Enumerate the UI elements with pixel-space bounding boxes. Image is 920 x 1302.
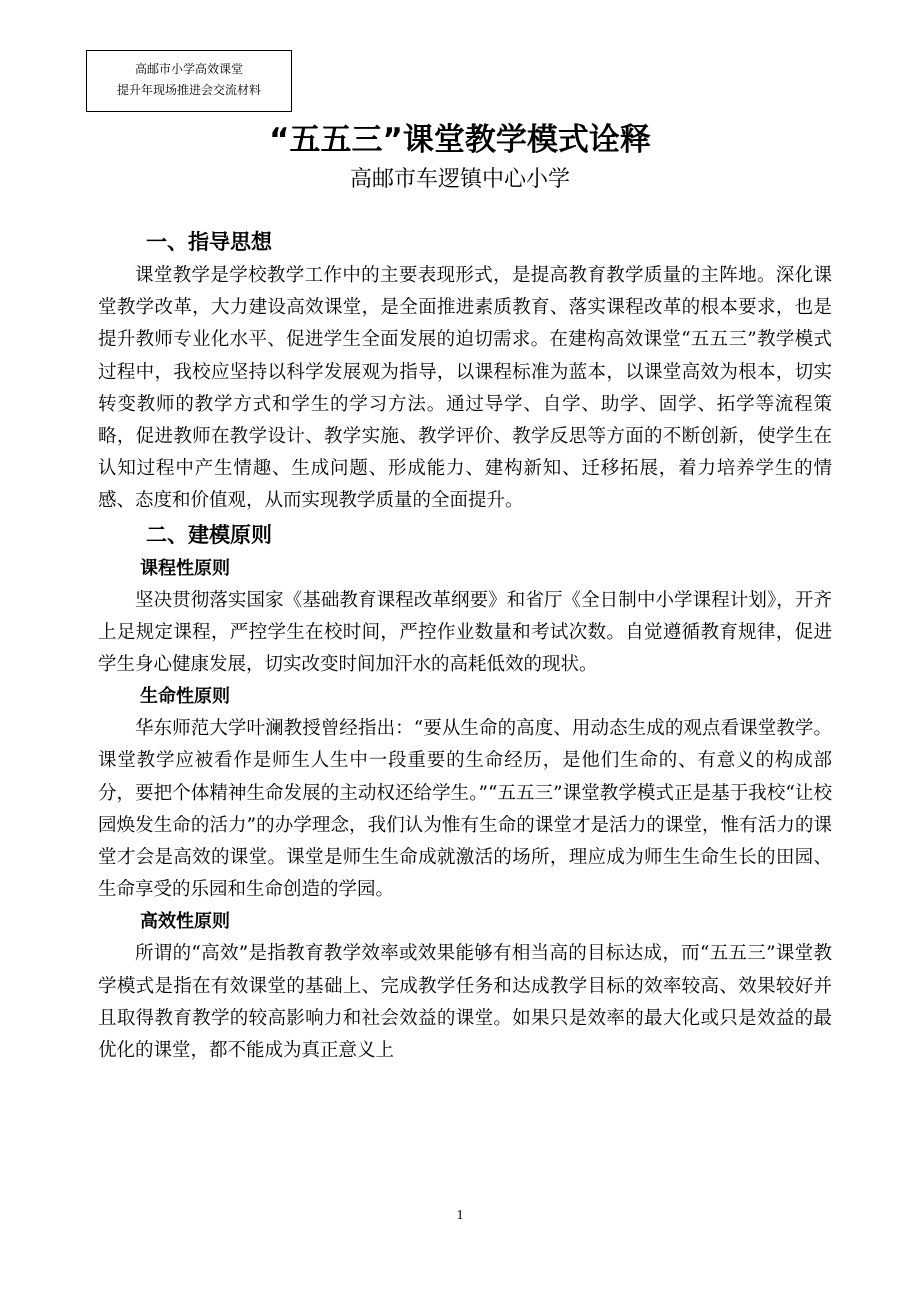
paragraph-life-principle: 华东师范大学叶澜教授曾经指出：“要从生命的高度、用动态生成的观点看课堂教学。课堂教学应被看作是师生人生中一段重要的生命经历，是他们生命的、有意义的构成部分，要把个体精神生命发展的主动权还给学生。”“五五三”课堂教学模式正是基于我校“让校园焕发生命的活力”的办学理念，我们认为惟有生命的课堂才是活力的课堂，惟有活力的课堂才会是高效的课堂。课堂是师生生命成就激活的场所，理应成为师生生命生长的田园、生命享受的乐园和生命创造的学园。 xyxy=(98,718,832,901)
paragraph-efficiency-principle: 所谓的“高效”是指教育教学效率或效果能够有相当高的目标达成，而“五五三”课堂教学模式是指在有效课堂的基础上、完成教学任务和达成教学目标的效率较高、效果较好并且取得教育教学的较高影响力和社会效益的课堂。如果只是效率的最大化或只是效益的最优化的课堂，都不能成为真正意义上 xyxy=(98,943,832,1062)
paragraph-guiding-ideology: 课堂教学是学校教学工作中的主要表现形式，是提高教育教学质量的主阵地。深化课堂教学改革，大力建设高效课堂，是全面推进素质教育、落实课程改革的根本要求，也是提升教师专业化水平、促进学生全面发展的迫切需求。在建构高效课堂“五五三”教学模式过程中，我校应坚持以科学发展观为指导，以课程标准为蓝本，以课堂高效为根本，切实转变教师的教学方式和学生的学习方法。通过导学、自学、助学、固学、拓学等流程策略，促进教师在教学设计、教学实施、教学评价、教学反思等方面的不断创新，使学生在认知过程中产生情趣、生成问题、形成能力、建构新知、迁移拓展，着力培养学生的情感、态度和价值观，从而实现教学质量的全面提升。 xyxy=(98,265,832,512)
document-subtitle: 高邮市车逻镇中心小学 xyxy=(349,167,570,192)
subheading-life-principle: 生命性原则 xyxy=(140,686,230,708)
document-title: “五五三”课堂教学模式诠释 xyxy=(269,122,651,158)
document-body xyxy=(98,225,832,1067)
page-number: 1 xyxy=(456,1208,464,1223)
header-label-box xyxy=(86,50,292,112)
section-heading-guiding-ideology: 一、指导思想 xyxy=(146,230,272,254)
subheading-curriculum-principle: 课程性原则 xyxy=(140,557,230,579)
paragraph-curriculum-principle: 坚决贯彻落实国家《基础教育课程改革纲要》和省厅《全日制中小学课程计划》，开齐上足规定课程，严控学生在校时间，严控作业数量和考试次数。自觉遵循教育规律，促进学生身心健康发展，切实改变时间加汗水的高耗低效的现状。 xyxy=(98,589,832,676)
header-label-line-2: 提升年现场推进会交流材料 xyxy=(116,83,261,97)
header-label-line-1: 高邮市小学高效课堂 xyxy=(134,62,243,76)
subheading-efficiency-principle: 高效性原则 xyxy=(140,911,230,933)
section-heading-modeling-principles: 二、建模原则 xyxy=(146,522,272,547)
